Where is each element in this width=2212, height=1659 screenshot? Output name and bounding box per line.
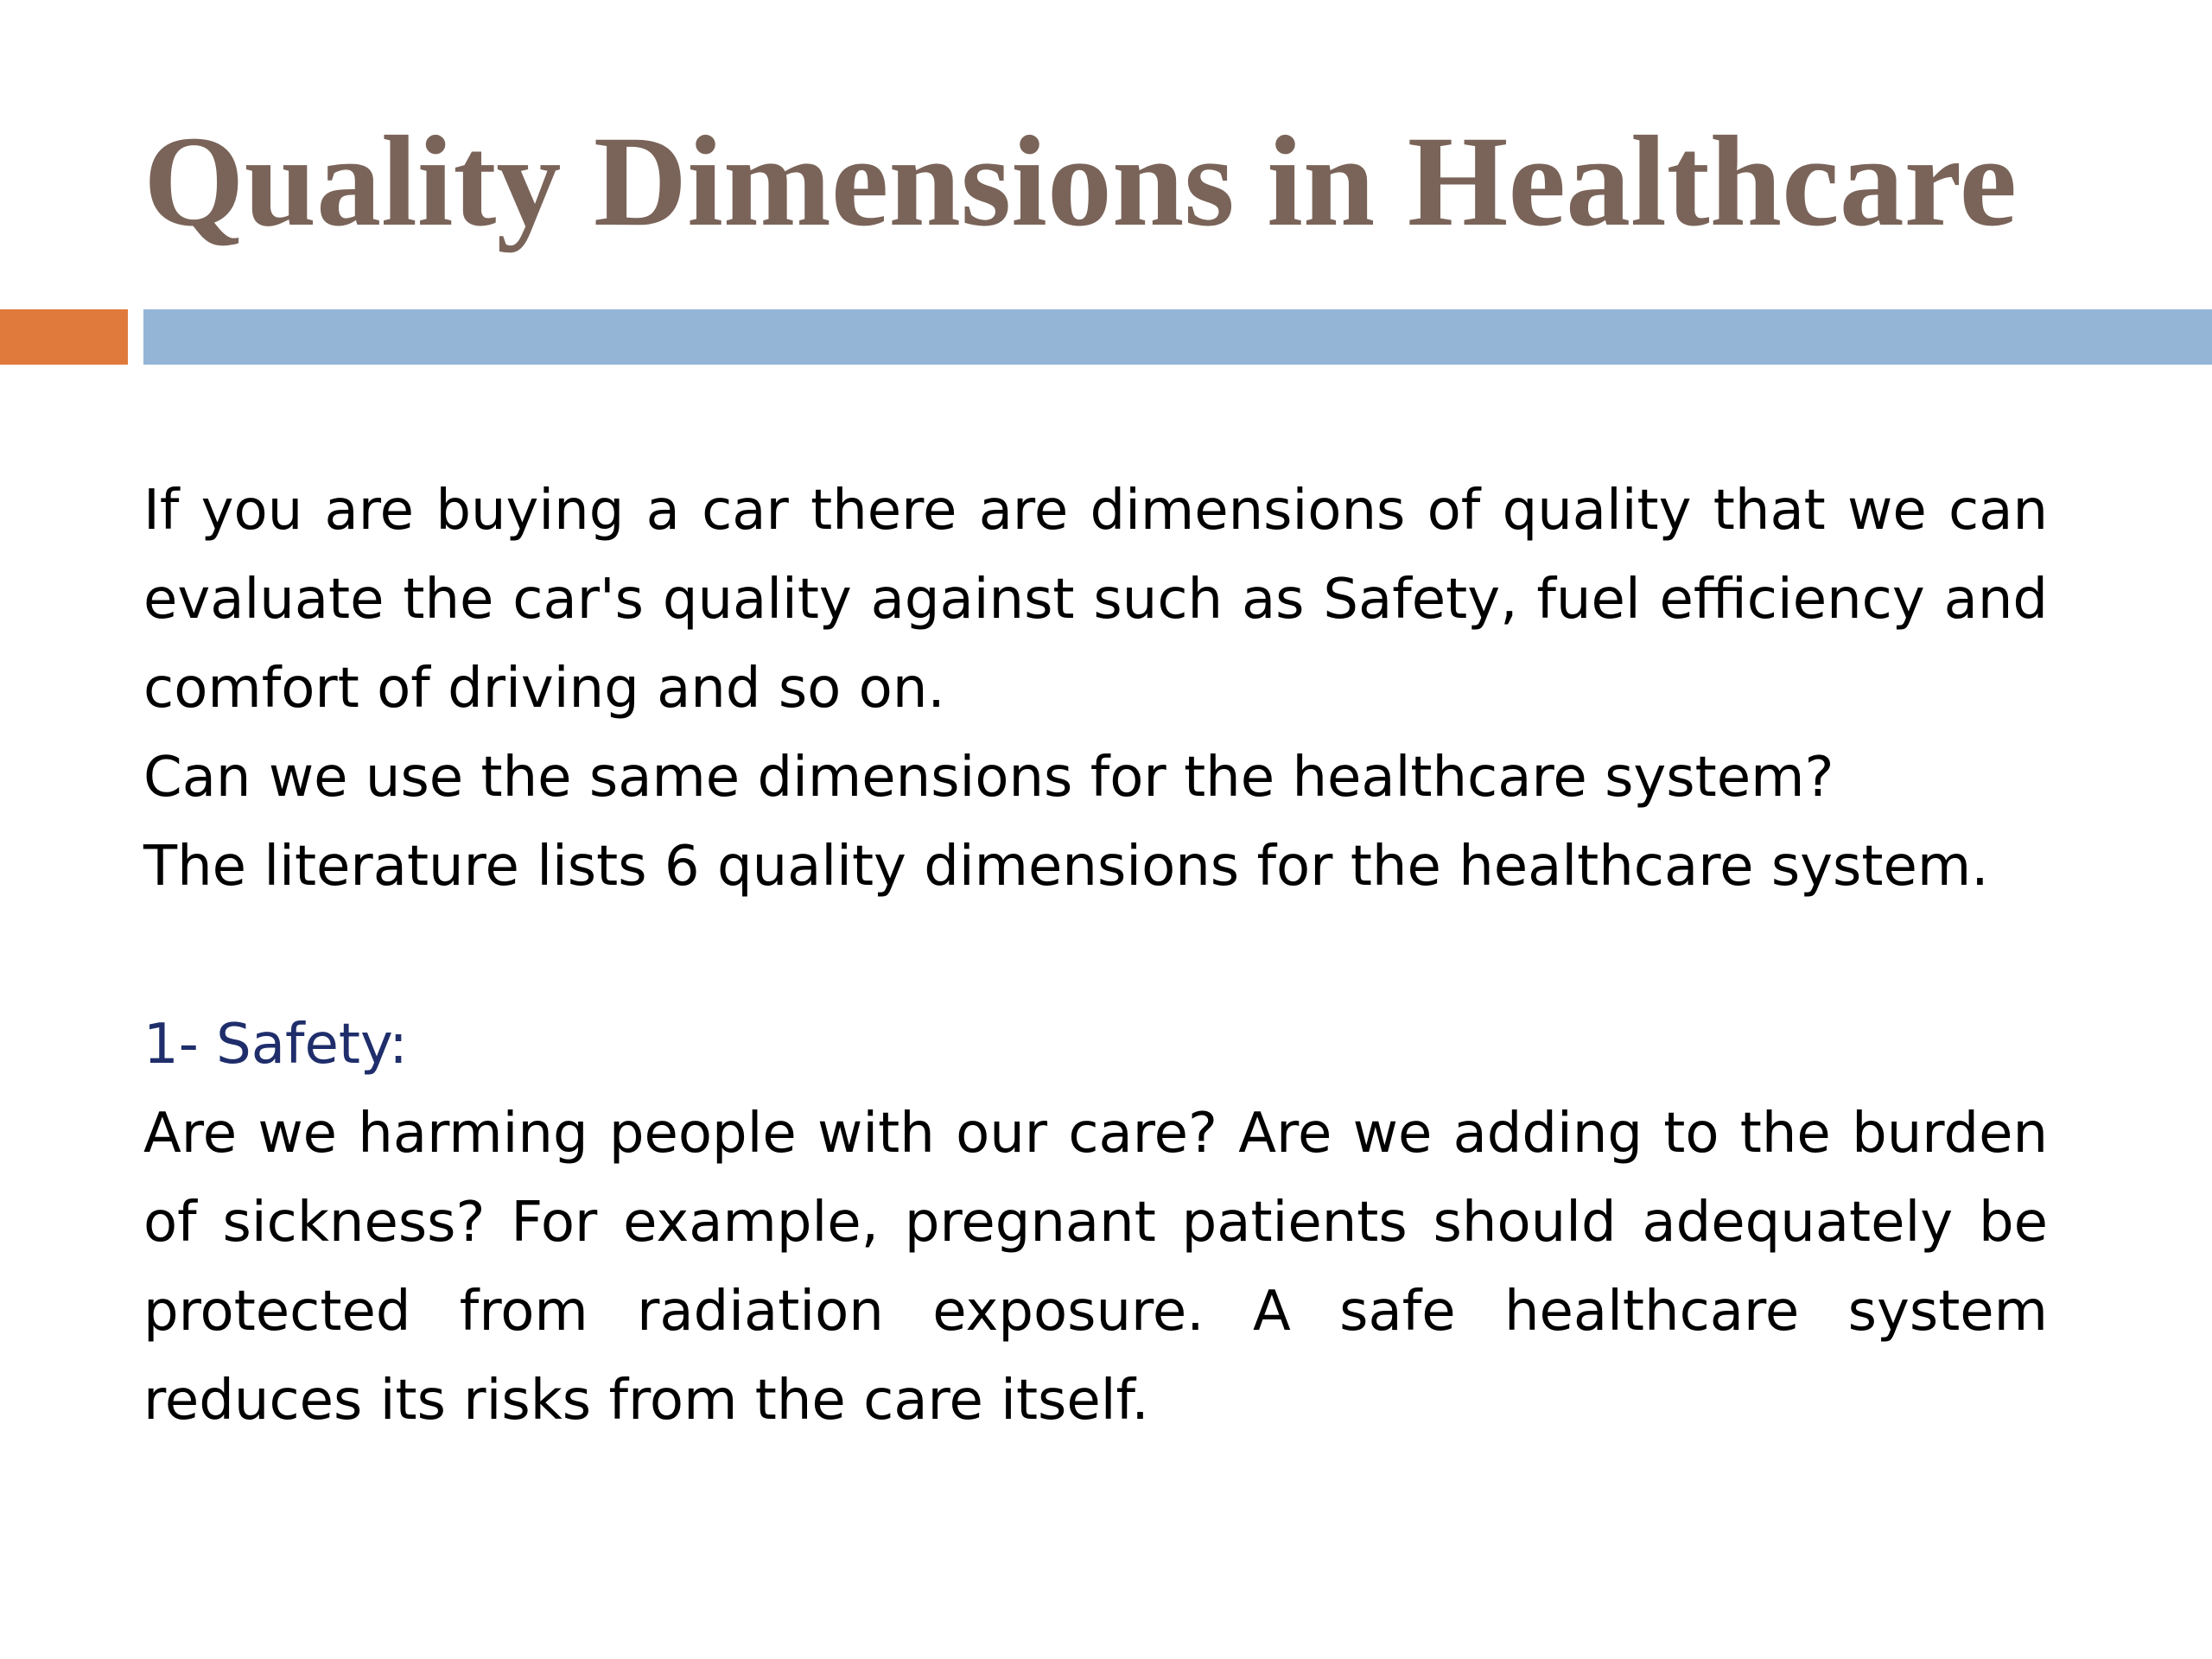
- accent-bar: [0, 309, 128, 365]
- intro-paragraph: If you are buying a car there are dimensions of quality that we can evaluate the car's quality against such as Safety, fuel efficiency and comfort of driving and so on.: [143, 479, 2048, 721]
- slide-body: [143, 467, 2048, 1446]
- literature-line: The literature lists 6 quality dimensions for the healthcare system.: [143, 835, 1989, 899]
- question-line: Can we use the same dimensions for the healthcare system?: [143, 746, 1834, 810]
- safety-paragraph: Are we harming people with our care? Are we adding to the burden of sickness? For example, pregnant patients should adequately be protected from radiation exposure. A safe healthcare system reduces its risks from the care itself.: [143, 1102, 2048, 1433]
- slide-title: Quality Dimensions in Healthcare: [143, 110, 2018, 253]
- section-heading-safety: 1- Safety:: [143, 1013, 408, 1077]
- paragraph-spacer: [143, 912, 2048, 1001]
- title-rule-bar: [143, 309, 2212, 365]
